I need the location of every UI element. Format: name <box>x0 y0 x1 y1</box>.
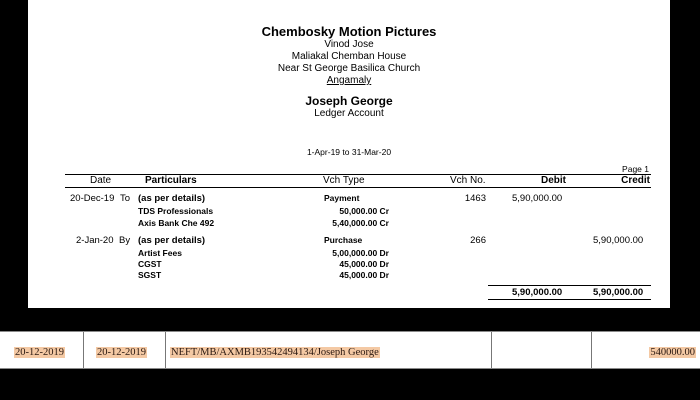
totals-bottom-rule <box>488 299 651 300</box>
entry-credit: 5,90,000.00 <box>593 235 644 246</box>
ledger-title: Ledger Account <box>314 108 384 119</box>
bank-date1: 20-12-2019 <box>15 347 64 358</box>
party-name: Joseph George <box>305 94 393 108</box>
entry-date: 2-Jan-20 <box>76 235 114 246</box>
detail-name: Artist Fees <box>138 248 182 258</box>
address-line-1: Vinod Jose <box>324 39 374 50</box>
address-line-3: Near St George Basilica Church <box>277 63 421 74</box>
detail-amount: 5,00,000.00 Dr <box>332 248 389 258</box>
col-date: Date <box>90 175 112 186</box>
page-number: Page 1 <box>622 164 649 174</box>
bank-row-bottom-border <box>0 368 700 369</box>
bank-cell-empty <box>492 332 592 368</box>
detail-name: SGST <box>138 270 162 280</box>
header-bottom-rule <box>65 187 651 188</box>
bank-narration: NEFT/MB/AXMB193542494134/Joseph George <box>171 347 379 358</box>
address-line-4 <box>28 75 670 87</box>
col-vch-no: Vch No. <box>450 175 486 186</box>
address-line-2: Maliakal Chemban House <box>291 51 407 62</box>
entry-to-by: By <box>119 235 131 246</box>
col-vch-type: Vch Type <box>323 175 365 186</box>
col-debit: Debit <box>541 175 566 186</box>
detail-amount: 5,40,000.00 Cr <box>332 218 389 228</box>
ledger-document <box>28 0 670 308</box>
bank-cell-date2 <box>84 332 166 368</box>
entry-date: 20-Dec-19 <box>70 193 115 204</box>
entry-vch-no: 1463 <box>464 193 486 204</box>
total-credit: 5,90,000.00 <box>593 287 644 298</box>
entry-particulars: (as per details) <box>138 235 206 246</box>
detail-name: Axis Bank Che 492 <box>138 218 215 228</box>
detail-name: CGST <box>138 259 162 269</box>
entry-vch-no: 266 <box>470 235 486 246</box>
company-name: Chembosky Motion Pictures <box>261 24 437 39</box>
col-credit: Credit <box>621 175 650 186</box>
detail-amount: 45,000.00 Dr <box>339 270 389 280</box>
address-city: Angamaly <box>326 75 372 86</box>
detail-amount: 45,000.00 Dr <box>339 259 389 269</box>
detail-name: TDS Professionals <box>138 206 214 216</box>
bank-statement-row <box>0 332 700 368</box>
entry-particulars: (as per details) <box>138 193 206 204</box>
entry-debit: 5,90,000.00 <box>512 193 563 204</box>
period-range: 1-Apr-19 to 31-Mar-20 <box>306 147 392 157</box>
bank-cell-amount <box>592 332 700 368</box>
bank-cell-date1 <box>0 332 84 368</box>
detail-amount: 50,000.00 Cr <box>339 206 389 216</box>
bank-date2: 20-12-2019 <box>97 347 146 358</box>
bank-cell-narration <box>166 332 492 368</box>
bank-amount: 540000.00 <box>650 347 695 358</box>
total-debit: 5,90,000.00 <box>512 287 563 298</box>
entry-to-by: To <box>120 193 131 204</box>
col-particulars: Particulars <box>145 175 197 186</box>
entry-vch-type: Payment <box>324 193 360 203</box>
entry-vch-type: Purchase <box>324 235 363 245</box>
totals-top-rule <box>488 285 651 286</box>
